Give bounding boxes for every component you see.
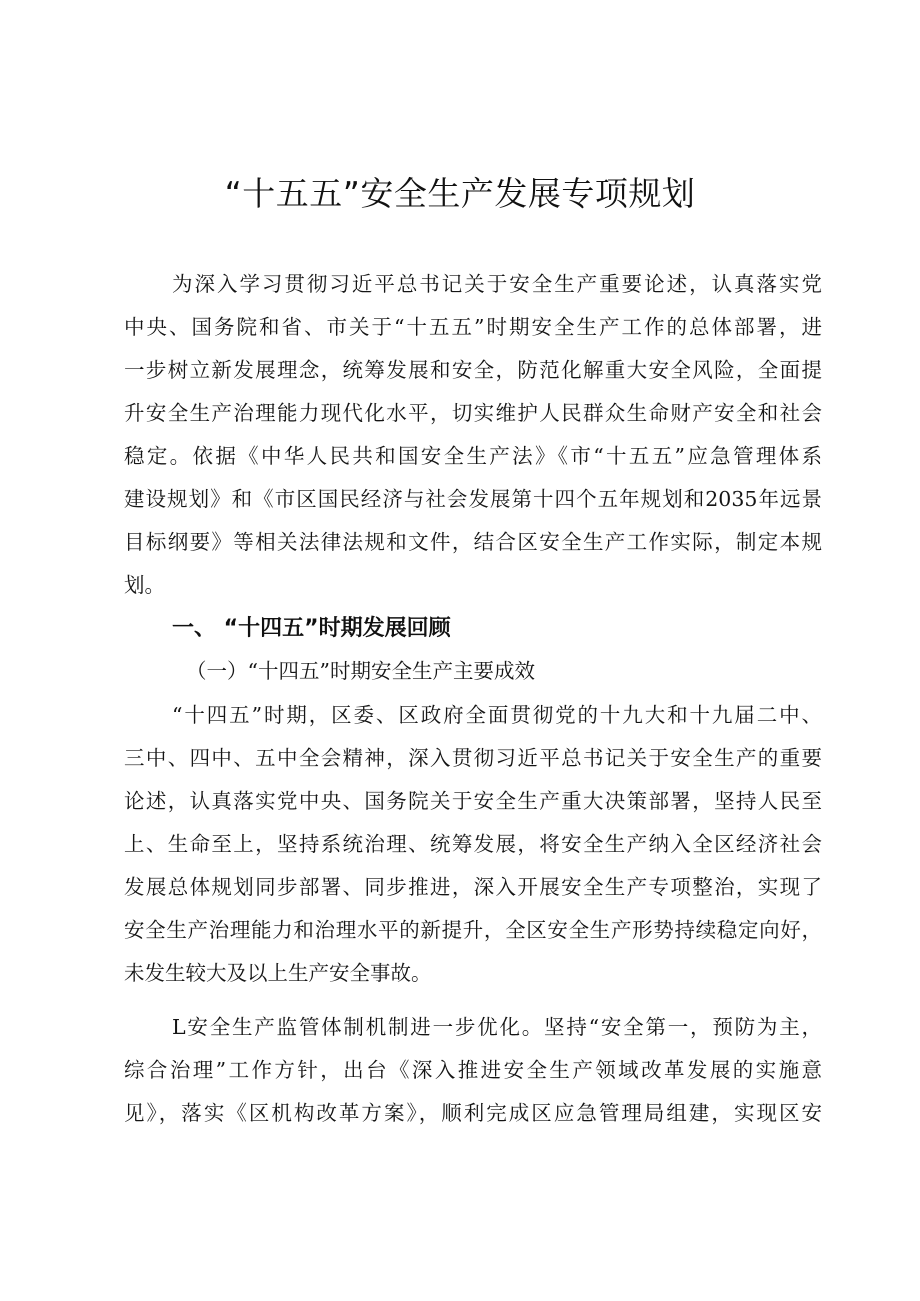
section-heading: 一、 “十四五”时期发展回顾 (172, 616, 451, 641)
document-title: “十五五”安全生产发展专项规划 (224, 174, 696, 213)
paragraph-line: 安全生产治理能力和治理水平的新提升，全区安全生产形势持续稳定向好， (124, 918, 822, 942)
paragraph-line: 发展总体规划同步部署、同步推进，深入开展安全生产专项整治，实现了 (124, 875, 822, 899)
paragraph-line: 未发生较大及以上生产安全事故。 (124, 961, 432, 985)
paragraph-line: 见》，落实《区机构改革方案》，顺利完成区应急管理局组建，实现区安 (124, 1101, 822, 1125)
paragraph-line: 上、生命至上，坚持系统治理、统筹发展，将安全生产纳入全区经济社会 (124, 832, 822, 856)
subsection-heading: （一）“十四五”时期安全生产主要成效 (186, 659, 535, 683)
intro-line: 稳定。依据《中华人民共和国安全生产法》《市“十五五”应急管理体系 (124, 444, 822, 468)
intro-line: 中央、国务院和省、市关于“十五五”时期安全生产工作的总体部署，进 (124, 315, 822, 339)
intro-line: 建设规划》和《市区国民经济与社会发展第十四个五年规划和2035年远景 (124, 487, 822, 511)
paragraph-line: “十四五”时期，区委、区政府全面贯彻党的十九大和十九届二中、 (172, 703, 822, 727)
intro-line: 目标纲要》等相关法律法规和文件，结合区安全生产工作实际，制定本规 (124, 530, 822, 554)
intro-line: 为深入学习贯彻习近平总书记关于安全生产重要论述，认真落实党 (172, 272, 822, 296)
intro-line: 一步树立新发展理念，统筹发展和安全，防范化解重大安全风险，全面提 (124, 358, 822, 382)
intro-line: 升安全生产治理能力现代化水平，切实维护人民群众生命财产安全和社会 (124, 401, 822, 425)
intro-line: 划。 (124, 573, 165, 597)
paragraph-line: 三中、四中、五中全会精神，深入贯彻习近平总书记关于安全生产的重要 (124, 746, 822, 770)
paragraph-line: L安全生产监管体制机制进一步优化。坚持“安全第一，预防为主， (172, 1015, 822, 1039)
paragraph-line: 论述，认真落实党中央、国务院关于安全生产重大决策部署，坚持人民至 (124, 789, 822, 813)
paragraph-line: 综合治理”工作方针，出台《深入推进安全生产领域改革发展的实施意 (124, 1058, 822, 1082)
